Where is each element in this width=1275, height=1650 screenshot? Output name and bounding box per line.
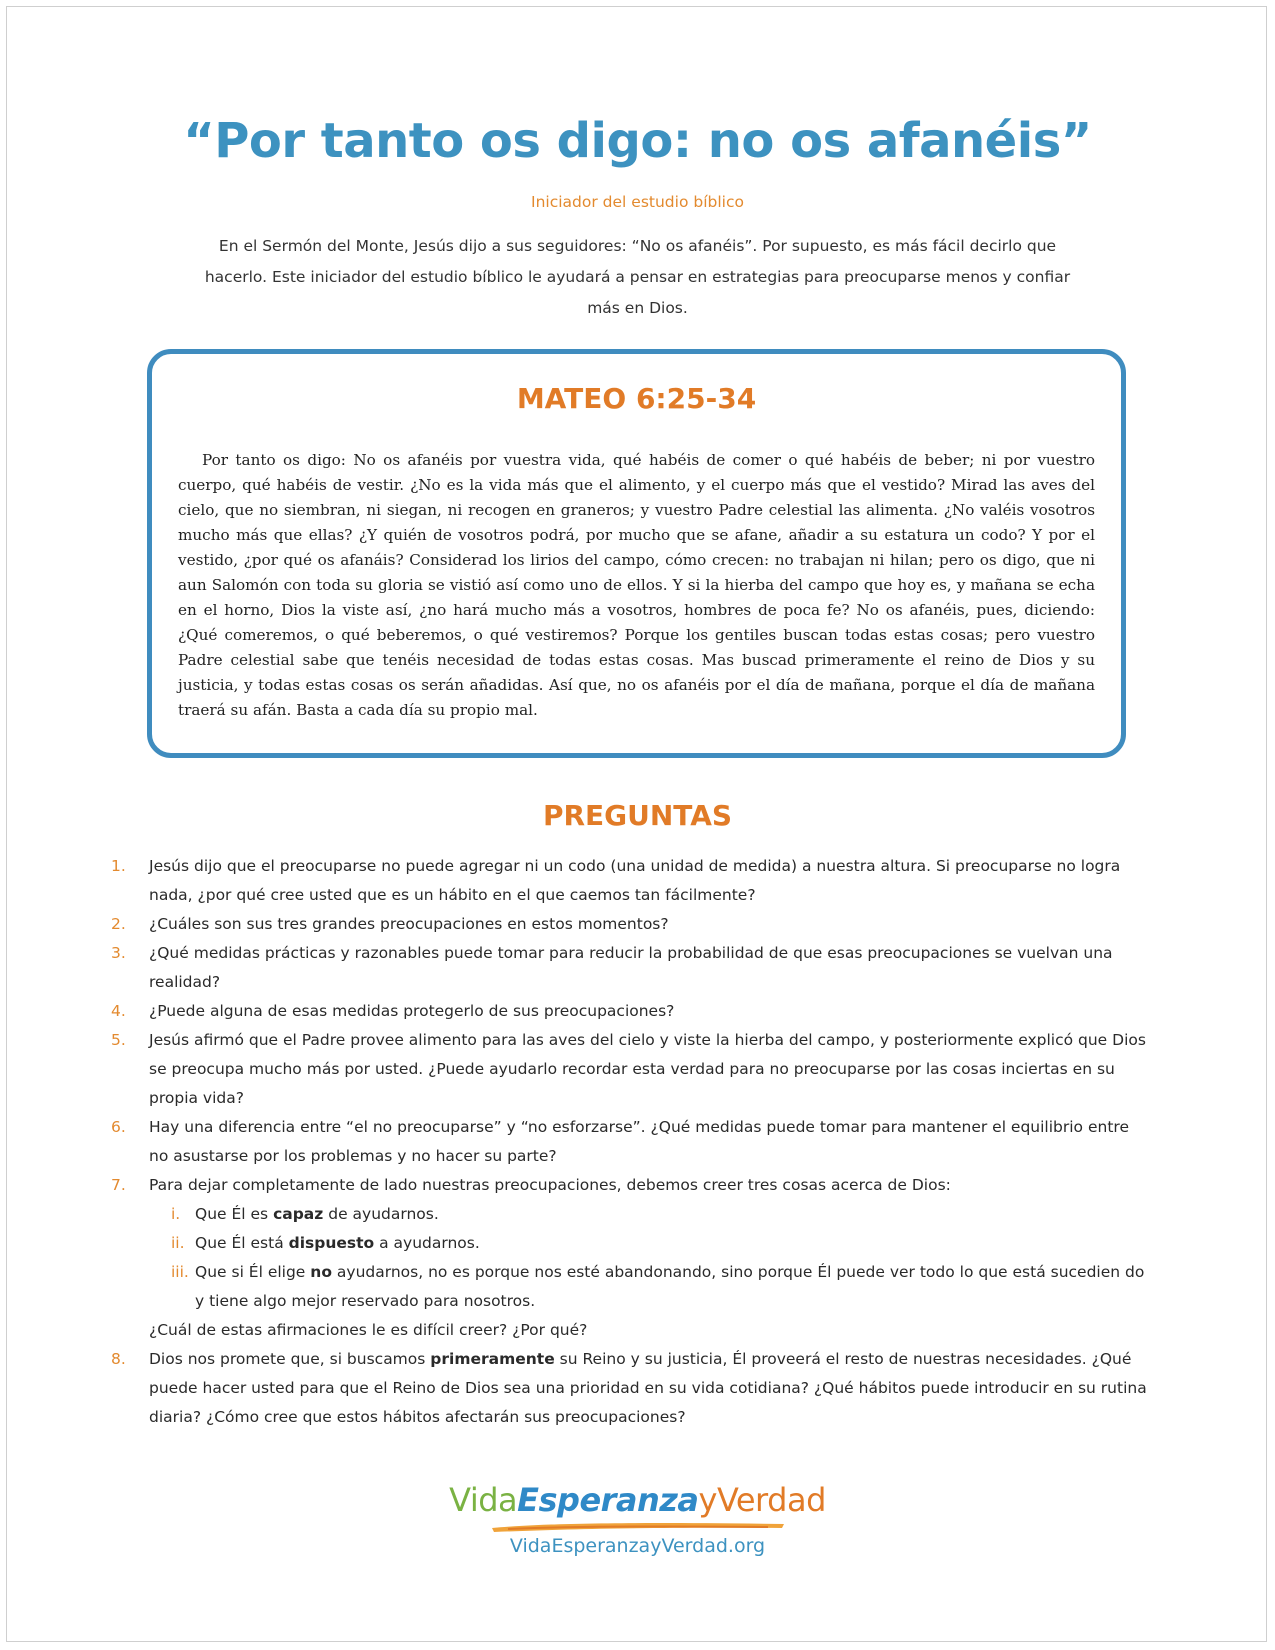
sub-item-text-pre: Que Él está	[195, 1234, 289, 1252]
page-title: “Por tanto os digo: no os afanéis”	[183, 113, 1092, 169]
sub-item-text-post: ayudarnos, no es porque nos esté abandonando, sino porque Él puede ver todo lo que está sucedien do y tiene algo mejor reservado para nosotros.	[195, 1263, 1145, 1310]
logo-verdad: Verdad	[716, 1481, 826, 1519]
question-number: 3.	[111, 944, 126, 962]
question-item	[7, 1345, 1149, 1432]
question-number: 1.	[111, 857, 126, 875]
question-number: 2.	[111, 915, 126, 933]
question-text: ¿Puede alguna de esas medidas protegerlo de sus preocupaciones?	[149, 1002, 675, 1020]
question-text: ¿Qué medidas prácticas y razonables puede tomar para reducir la probabilidad de que esas preocupaciones se vuelvan una realidad?	[149, 944, 1113, 991]
question-item	[7, 1026, 1149, 1113]
question-text: Para dejar completamente de lado nuestras preocupaciones, debemos creer tres cosas acerca de Dios:	[149, 1176, 951, 1194]
question-number: 8.	[111, 1350, 126, 1368]
questions-list	[7, 852, 1268, 1432]
question-number: 4.	[111, 1002, 126, 1020]
question-text: Jesús dijo que el preocuparse no puede agregar ni un codo (una unidad de medida) a nuestra altura. Si preocuparse no logra nada, ¿por qué cree usted que es un hábito en el que caemos tan fácilmente?	[149, 857, 1121, 904]
intro-paragraph: En el Sermón del Monte, Jesús dijo a sus seguidores: “No os afanéis”. Por supuesto, es más fácil decirlo que hacerlo. Este iniciador del estudio bíblico le ayudará a pensar en estrategias para preocuparse menos y confiar más en Dios.	[204, 237, 1071, 317]
question-item	[7, 1113, 1149, 1171]
question-number: 6.	[111, 1118, 126, 1136]
scripture-reference: MATEO 6:25-34	[516, 382, 757, 415]
question-item	[7, 939, 1149, 997]
page	[6, 6, 1267, 1642]
logo-vida: Vida	[449, 1481, 518, 1519]
question-text-bold: primeramente	[430, 1350, 555, 1368]
logo-esperanza: Esperanza	[517, 1481, 699, 1519]
website-link[interactable]: VidaEsperanzayVerdad.org	[509, 1535, 766, 1557]
question-followup: ¿Cuál de estas afirmaciones le es difícil creer? ¿Por qué?	[149, 1321, 588, 1339]
sub-item-number: i.	[171, 1205, 181, 1223]
brand-logo	[7, 1481, 1268, 1557]
question-text: ¿Cuáles son sus tres grandes preocupaciones en estos momentos?	[149, 915, 669, 933]
questions-heading: PREGUNTAS	[542, 799, 733, 832]
sub-item	[7, 1258, 1155, 1316]
sub-item-text-bold: capaz	[273, 1205, 324, 1223]
sub-item-text-bold: dispuesto	[288, 1234, 375, 1252]
page-subtitle: Iniciador del estudio bíblico	[531, 193, 744, 211]
sub-item-number: ii.	[171, 1234, 185, 1252]
sub-item-number: iii.	[171, 1263, 189, 1281]
sub-item-text-pre: Que si Él elige	[195, 1263, 311, 1281]
sub-item	[7, 1229, 1155, 1258]
logo-wordmark	[7, 1481, 1268, 1519]
question-number: 5.	[111, 1031, 126, 1049]
scripture-box	[147, 349, 1126, 758]
scripture-text: Por tanto os digo: No os afanéis por vuestra vida, qué habéis de comer o qué habéis de beber; ni por vuestro cuerpo, qué habéis de vestir. ¿No es la vida más que el alimento, y el cuerpo más que el vestido? Mirad las aves del cielo, que no siembran, ni siegan, ni recogen en graneros; y vuestro Padre celestial las alimenta. ¿No valéis vosotros mucho más que ellas? ¿Y quién de vosotros podrá, por mucho que se afane, añadir a su estatura un codo? Y por el vestido, ¿por qué os afanáis? Considerad los lirios del campo, cómo crecen: no trabajan ni hilan; pero os digo, que ni aun Salomón con toda su gloria se vistió así como uno de ellos. Y si la hierba del campo que hoy es, y mañana se echa en el horno, Dios la viste así, ¿no hará mucho más a vosotros, hombres de poca fe? No os afanéis, pues, diciendo: ¿Qué comeremos, o qué beberemos, o qué vestiremos? Porque los gentiles buscan todas estas cosas; pero vuestro Padre celestial sabe que tenéis necesidad de todas estas cosas. Mas buscad primeramente el reino de Dios y su justicia, y todas estas cosas os serán añadidas. Así que, no os afanéis por el día de mañana, porque el día de mañana traerá su afán. Basta a cada día su propio mal.	[178, 451, 1095, 719]
question-text-post: su Reino y su justicia, Él proveerá el resto de nuestras necesidades. ¿Qué puede hacer usted para que el Reino de Dios sea una prioridad en su vida cotidiana? ¿Qué hábitos puede introducir en su rutina diaria? ¿Cómo cree que estos hábitos afectarán sus preocupaciones?	[149, 1350, 1147, 1426]
sub-item-text-bold: no	[310, 1263, 332, 1281]
question-text: Jesús afirmó que el Padre provee alimento para las aves del cielo y viste la hierba del campo, y posteriormente explicó que Dios se preocupa mucho más por usted. ¿Puede ayudarlo recordar esta verdad para no preocuparse por las cosas inciertas en su propia vida?	[149, 1031, 1146, 1107]
sub-item-text-post: a ayudarnos.	[374, 1234, 480, 1252]
question-item	[7, 910, 1149, 939]
logo-y: y	[698, 1481, 717, 1519]
question-item	[7, 852, 1149, 910]
question-item	[7, 997, 1149, 1026]
brush-stroke-icon	[488, 1519, 788, 1533]
question-number: 7.	[111, 1176, 126, 1194]
sub-item-text-pre: Que Él es	[195, 1205, 274, 1223]
question-text-pre: Dios nos promete que, si buscamos	[149, 1350, 431, 1368]
sub-item	[7, 1200, 1155, 1229]
question-item	[7, 1171, 1149, 1200]
question-text: Hay una diferencia entre “el no preocuparse” y “no esforzarse”. ¿Qué medidas puede tomar para mantener el equilibrio entre no asustarse por los problemas y no hacer su parte?	[149, 1118, 1129, 1165]
sub-item-text-post: de ayudarnos.	[323, 1205, 439, 1223]
